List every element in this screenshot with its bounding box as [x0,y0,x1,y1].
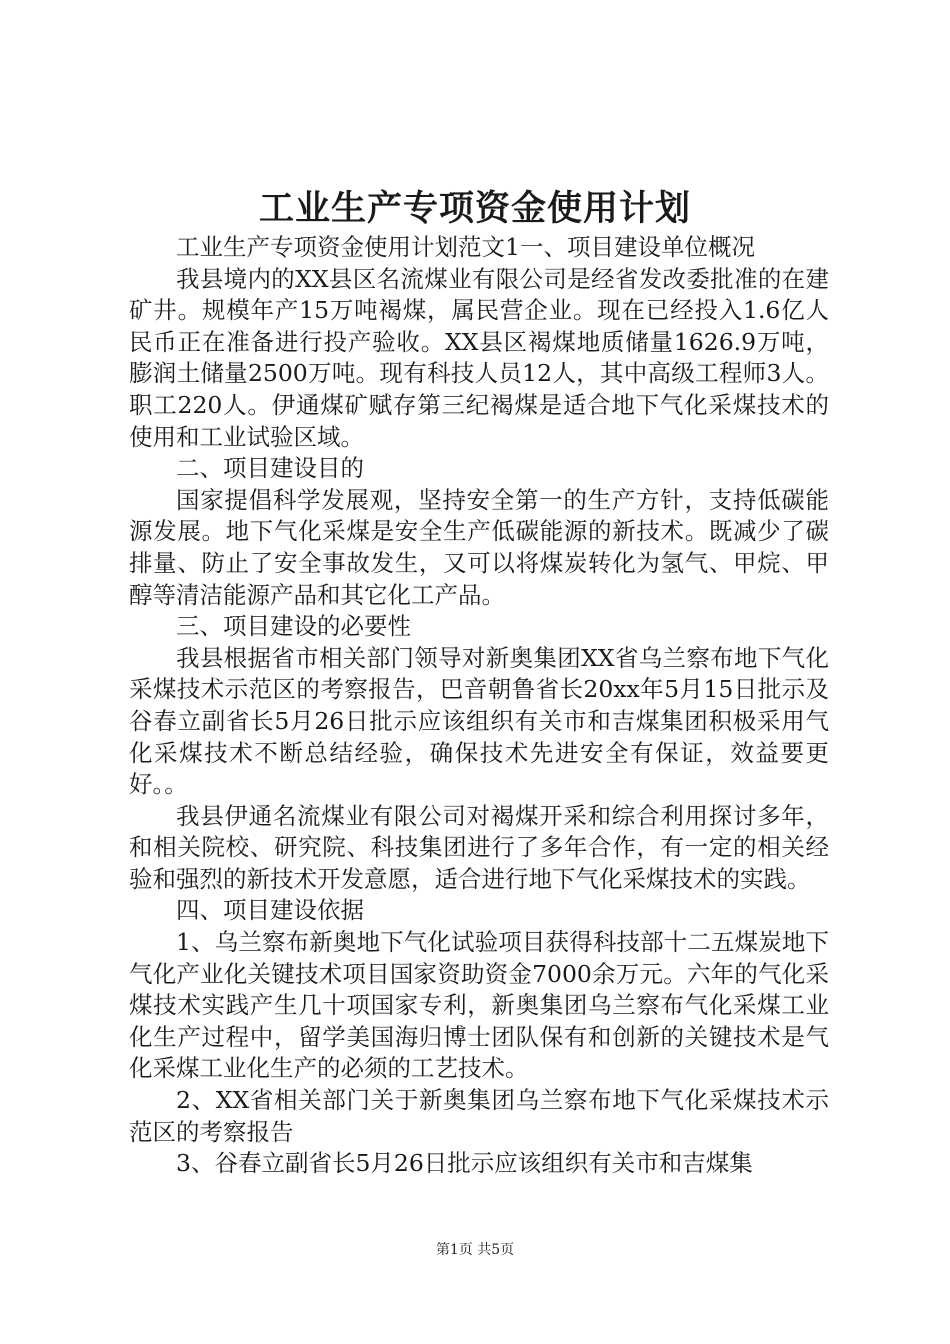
paragraph-purpose: 国家提倡科学发展观，坚持安全第一的生产方针，支持低碳能源发展。地下气化采煤是安全生产低碳能源的新技术。既减少了碳排量、防止了安全事故发生，又可以将煤炭转化为氢气、甲烷、甲醇等清洁能源产品和其它化工产品。 [129,485,829,609]
page-footer: 第1页 共5页 [435,1242,515,1258]
paragraph-basis-3: 3、谷春立副省长5月26日批示应该组织有关市和吉煤集 [176,1149,753,1178]
document-title: 工业生产专项资金使用计划 [258,188,691,229]
paragraph-basis-2: 2、XX省相关部门关于新奥集团乌兰察布地下气化采煤技术示范区的考察报告 [129,1086,829,1146]
section-heading-basis: 四、项目建设依据 [176,896,364,925]
section-heading-necessity: 三、项目建设的必要性 [176,612,411,641]
paragraph-necessity-2: 我县伊通名流煤业有限公司对褐煤开采和综合利用探讨多年，和相关院校、研究院、科技集团进行了多年合作，有一定的相关经验和强烈的新技术开发意愿，适合进行地下气化采煤技术的实践。 [129,801,829,893]
paragraph-basis-1: 1、乌兰察布新奥地下气化试验项目获得科技部十二五煤炭地下气化产业化关键技术项目国家资助资金7000余万元。六年的气化采煤技术实践产生几十项国家专利，新奥集团乌兰察布气化采煤工业化生产过程中，留学美国海归博士团队保有和创新的关键技术是气化采煤工业化生产的必须的工艺技术。 [129,928,829,1083]
paragraph-intro: 工业生产专项资金使用计划范文1一、项目建设单位概况 [176,233,755,261]
paragraph-necessity-1: 我县根据省市相关部门领导对新奥集团XX省乌兰察布地下气化采煤技术示范区的考察报告，巴音朝鲁省长20xx年5月15日批示及谷春立副省长5月26日批示应该组织有关市和吉煤集团积极采用气化采煤技术不断总结经验，确保技术先进安全有保证，效益要更好。。 [129,643,829,799]
section-heading-purpose: 二、项目建设目的 [176,454,364,483]
document-body [129,232,829,1180]
paragraph-overview: 我县境内的XX县区名流煤业有限公司是经省发改委批准的在建矿井。规模年产15万吨褐煤，属民营企业。现在已经投入1.6亿人民币正在准备进行投产验收。XX县区褐煤地质储量1626.9万吨，膨润土储量2500万吨。现有科技人员12人，其中高级工程师3人。职工220人。伊通煤矿赋存第三纪褐煤是适合地下气化采煤技术的使用和工业试验区域。 [129,264,829,451]
